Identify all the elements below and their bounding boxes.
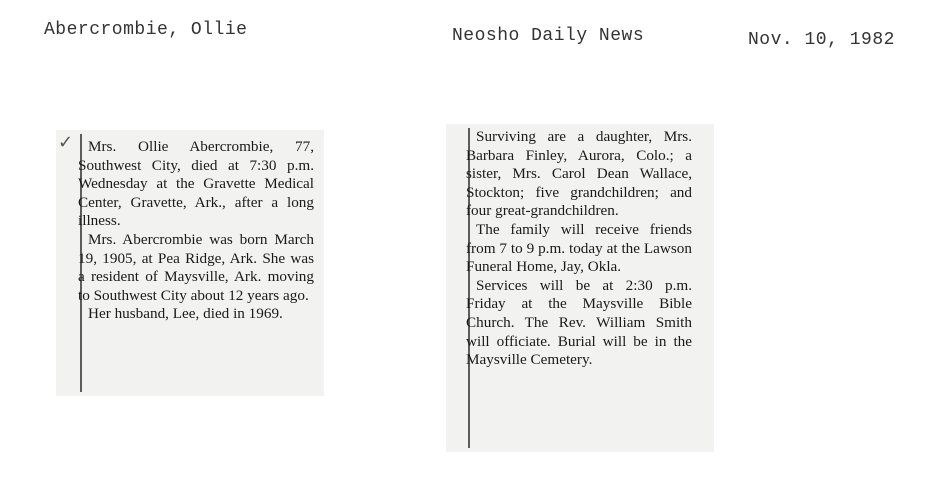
publication-date: Nov. 10, 1982	[748, 30, 895, 50]
clipping-column-left	[56, 130, 324, 396]
obituary-paragraph-services: Services will be at 2:30 p.m. Friday at the Maysville Bible Church. The Rev. William Smith will officiate. Burial will be in the Maysville Cemetery.	[466, 276, 692, 369]
clipping-column-right	[446, 124, 714, 452]
fold-mark-icon: ✓	[58, 132, 74, 153]
obituary-paragraph-birth: Mrs. Abercrombie was born March 19, 1905, at Pea Ridge, Ark. She was a resident of Maysville, Ark. moving to Southwest City about 12 years ago.	[78, 230, 314, 304]
obituary-paragraph-husband: Her husband, Lee, died in 1969.	[88, 305, 283, 323]
obituary-paragraph-visitation: The family will receive friends from 7 to 9 p.m. today at the Lawson Funeral Home, Jay, Okla.	[466, 220, 692, 276]
obituary-subject-name: Abercrombie, Ollie	[44, 20, 248, 40]
obituary-paragraph-death: Mrs. Ollie Abercrombie, 77, Southwest City, died at 7:30 p.m. Wednesday at the Gravette Medical Center, Gravette, Ark., after a long illness.	[78, 138, 314, 230]
obituary-paragraph-survivors: Surviving are a daughter, Mrs. Barbara Finley, Aurora, Colo.; a sister, Mrs. Carol Dean Wallace, Stockton; five grandchildren; and four great-grandchildren.	[466, 128, 692, 220]
newspaper-name: Neosho Daily News	[452, 26, 645, 46]
